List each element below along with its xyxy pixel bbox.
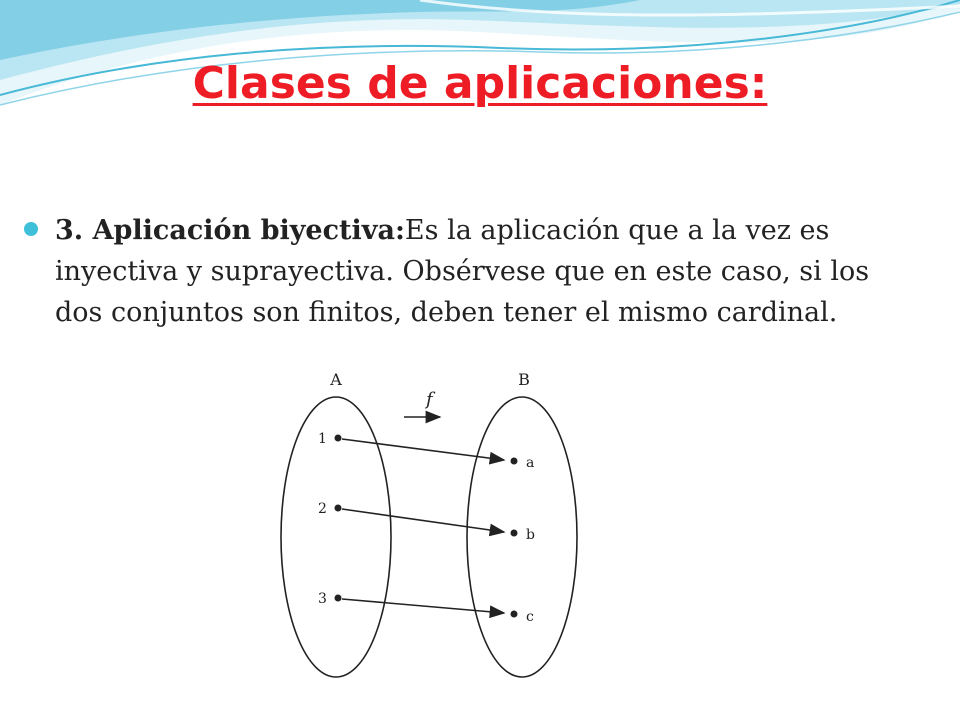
set-a-label: A bbox=[330, 370, 342, 389]
domain-point-3 bbox=[335, 595, 342, 602]
domain-label-1: 1 bbox=[318, 431, 327, 447]
codomain-element bbox=[511, 527, 536, 543]
set-b-ellipse bbox=[467, 397, 577, 677]
bullet-text bbox=[55, 210, 925, 333]
codomain-label-c: c bbox=[526, 609, 534, 625]
domain-element bbox=[318, 591, 342, 607]
set-b-label: B bbox=[518, 370, 530, 389]
bullet-marker bbox=[24, 222, 38, 236]
domain-element bbox=[318, 501, 342, 517]
function-label: f bbox=[426, 389, 433, 410]
bijective-mapping-diagram bbox=[196, 347, 644, 697]
domain-point-1 bbox=[335, 435, 342, 442]
codomain-point-a bbox=[511, 458, 518, 465]
domain-element bbox=[318, 431, 342, 447]
codomain-element bbox=[511, 609, 535, 625]
codomain-point-b bbox=[511, 530, 518, 537]
domain-label-3: 3 bbox=[318, 591, 327, 607]
domain-point-2 bbox=[335, 505, 342, 512]
slide-title: Clases de aplicaciones: bbox=[192, 58, 768, 109]
codomain-element bbox=[511, 455, 535, 471]
bullet-heading: 3. Aplicación biyectiva: bbox=[55, 215, 405, 246]
mapping-arrow-3-c bbox=[342, 599, 504, 613]
codomain-label-a: a bbox=[526, 455, 535, 471]
codomain-label-b: b bbox=[526, 527, 535, 543]
codomain-point-c bbox=[511, 611, 518, 618]
bullet-description: Es la aplicación que a la vez es inyectiva y suprayectiva. Obsérvese que en este caso, si los dos conjuntos son finitos, deben tener el mismo cardinal. bbox=[55, 215, 870, 328]
domain-label-2: 2 bbox=[318, 501, 327, 517]
mapping-arrow-2-b bbox=[342, 509, 504, 532]
